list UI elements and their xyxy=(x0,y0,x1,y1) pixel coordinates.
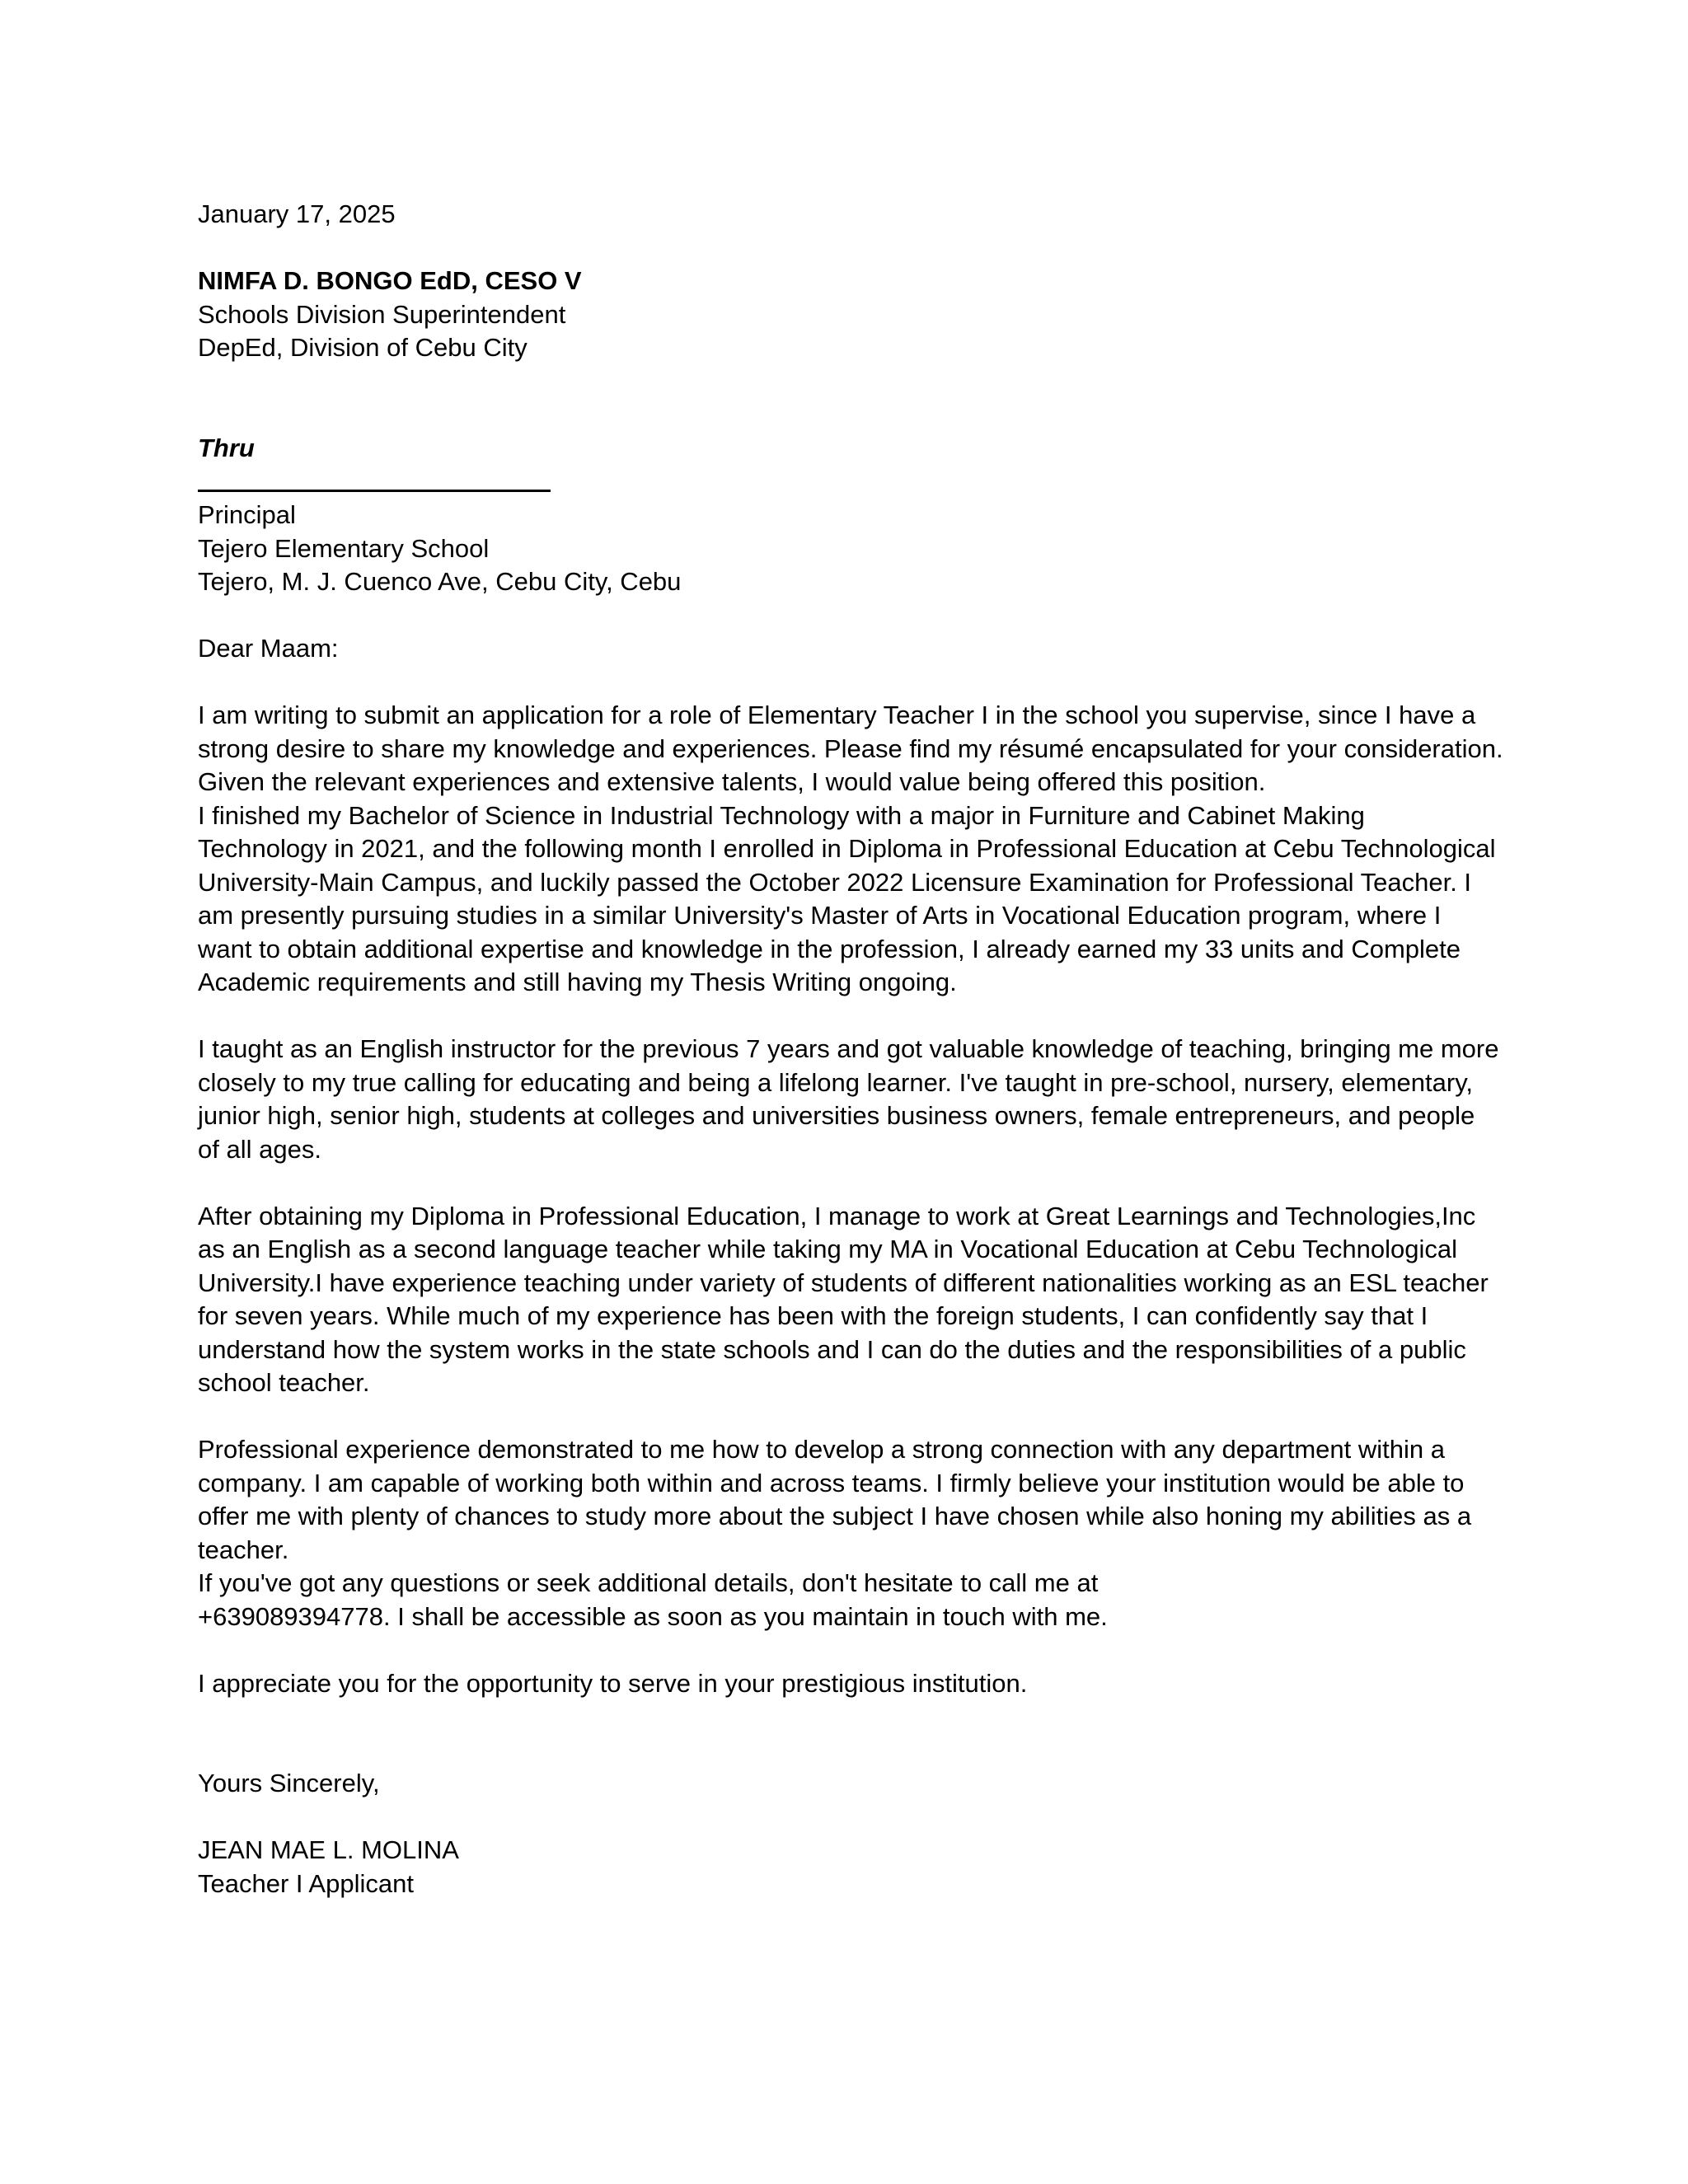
paragraph-line: as an English as a second language teacher while taking my MA in Vocational Education at Cebu Technological xyxy=(198,1235,1458,1263)
thru-address: Tejero, M. J. Cuenco Ave, Cebu City, Cebu xyxy=(198,567,682,596)
thru-label: Thru xyxy=(198,433,255,462)
letter-body xyxy=(198,198,1503,1900)
signature-block xyxy=(198,1834,1496,1900)
paragraph-line: I am writing to submit an application for a role of Elementary Teacher I in the school you supervise, since I have a xyxy=(198,701,1476,729)
paragraph-line: of all ages. xyxy=(198,1134,321,1164)
paragraph-line: junior high, senior high, students at colleges and universities business owners, female entrepreneurs, and people xyxy=(198,1101,1475,1130)
paragraph-line: University-Main Campus, and luckily passed the October 2022 Licensure Examination for Professional Teacher. I xyxy=(198,867,1472,897)
paragraph-line: teacher. xyxy=(198,1535,289,1564)
paragraph-line: I finished my Bachelor of Science in Industrial Technology with a major in Furniture and Cabinet Making xyxy=(198,800,1365,830)
recipient-block xyxy=(198,265,1496,365)
paragraph-line: University.I have experience teaching under variety of students of different nationalities working as an ESL teacher xyxy=(198,1268,1489,1297)
paragraph-line: closely to my true calling for educating and being a lifelong learner. I've taught in pre-school, nursery, elementary, xyxy=(198,1067,1474,1097)
paragraph-line: +639089394778. I shall be accessible as soon as you maintain in touch with me. xyxy=(198,1601,1108,1631)
signature-name: JEAN MAE L. MOLINA xyxy=(198,1835,459,1864)
closing: Yours Sincerely, xyxy=(198,1769,380,1797)
paragraph-line: am presently pursuing studies in a similar University's Master of Arts in Vocational Education program, where I xyxy=(198,901,1442,930)
paragraph-line: offer me with plenty of chances to study more about the subject I have chosen while also honing my abilities as a xyxy=(198,1502,1472,1530)
paragraph-line: understand how the system works in the state schools and I can do the duties and the responsibilities of a public xyxy=(198,1334,1466,1364)
paragraph-4 xyxy=(198,1433,1496,1633)
paragraph-line: I appreciate you for the opportunity to serve in your prestigious institution. xyxy=(198,1668,1028,1698)
signature-role: Teacher I Applicant xyxy=(198,1868,414,1898)
paragraph-line: Professional experience demonstrated to me how to develop a strong connection with any department within a xyxy=(198,1435,1445,1464)
recipient-title: Schools Division Superintendent xyxy=(198,299,566,329)
paragraph-line: school teacher. xyxy=(198,1368,370,1397)
paragraph-line: Academic requirements and still having my Thesis Writing ongoing. xyxy=(198,968,957,996)
paragraph-line: Given the relevant experiences and extensive talents, I would value being offered this position. xyxy=(198,767,1266,796)
paragraph-line: want to obtain additional expertise and knowledge in the profession, I already earned my 33 units and Complete xyxy=(198,934,1461,963)
paragraph-2 xyxy=(198,1033,1499,1166)
recipient-name: NIMFA D. BONGO EdD, CESO V xyxy=(198,266,582,295)
paragraph-line: for seven years. While much of my experience has been with the foreign students, I can confidently say that I xyxy=(198,1301,1428,1330)
recipient-office: DepEd, Division of Cebu City xyxy=(198,333,528,362)
paragraph-line: Technology in 2021, and the following month I enrolled in Diploma in Professional Education at Cebu Technological xyxy=(198,834,1496,863)
thru-block xyxy=(198,432,1496,599)
salutation: Dear Maam: xyxy=(198,634,339,663)
paragraph-line: If you've got any questions or seek additional details, don't hesitate to call me at xyxy=(198,1568,1099,1597)
letter-date: January 17, 2025 xyxy=(198,199,396,228)
paragraph-line: I taught as an English instructor for the previous 7 years and got valuable knowledge of teaching, bringing me more xyxy=(198,1034,1499,1063)
thru-position: Principal xyxy=(198,500,296,529)
paragraph-5 xyxy=(198,1667,1496,1701)
paragraph-line: After obtaining my Diploma in Professional Education, I manage to work at Great Learnings and Technologies,Inc xyxy=(198,1201,1476,1230)
paragraph-1 xyxy=(198,699,1503,1000)
paragraph-line: strong desire to share my knowledge and experiences. Please find my résumé encapsulated for your consideration. xyxy=(198,733,1503,763)
thru-school: Tejero Elementary School xyxy=(198,533,490,563)
paragraph-line: company. I am capable of working both within and across teams. I firmly believe your institution would be able to xyxy=(198,1468,1465,1497)
paragraph-3 xyxy=(198,1200,1496,1400)
blank-name-line xyxy=(198,490,551,492)
